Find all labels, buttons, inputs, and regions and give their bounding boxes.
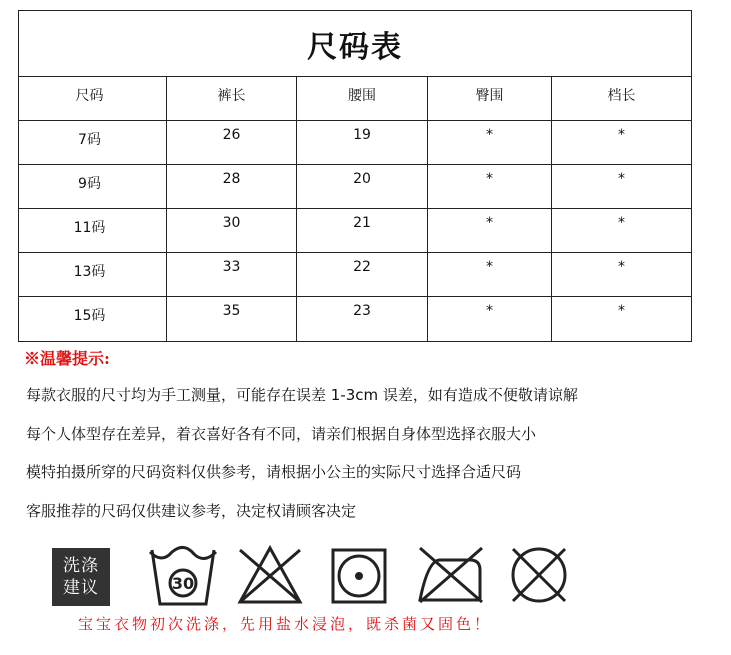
header-cell: 尺码: [19, 77, 167, 120]
table-cell: 30: [167, 209, 297, 252]
tip-line: 每款衣服的尺寸均为手工测量，可能存在误差 1-3cm 误差，如有造成不便敬请谅解: [26, 386, 578, 404]
no-bleach-icon: [240, 548, 300, 602]
table-cell: 7码: [19, 121, 167, 164]
no-dry-clean-icon: [513, 549, 565, 601]
wash-label-line: 建议: [63, 578, 99, 598]
table-cell: 22: [297, 253, 428, 296]
table-cell: *: [618, 215, 625, 231]
table-cell: *: [618, 171, 625, 187]
table-cell: 26: [167, 121, 297, 164]
table-cell: *: [428, 297, 552, 342]
table-cell: *: [618, 259, 625, 275]
table-cell: *: [428, 209, 552, 252]
table-grid: [19, 77, 691, 342]
table-cell: *: [428, 121, 552, 164]
wash-temperature: 30: [171, 574, 195, 593]
table-cell: *: [618, 303, 625, 319]
table-cell: 13码: [19, 253, 167, 296]
table-row: [19, 165, 691, 209]
table-cell: *: [428, 165, 552, 208]
table-row: [19, 209, 691, 253]
table-cell: *: [428, 253, 552, 296]
care-icons-row: [0, 538, 731, 610]
size-table: [18, 10, 692, 342]
no-iron-icon: [420, 548, 482, 602]
table-row: [19, 297, 691, 342]
header-cell: 腰围: [297, 77, 428, 120]
header-cell: 档长: [607, 88, 636, 104]
table-cell: 33: [167, 253, 297, 296]
header-cell: 裤长: [167, 77, 297, 120]
header-cell: 臀围: [428, 77, 552, 120]
dry-dot: [355, 572, 363, 580]
table-cell: 9码: [19, 165, 167, 208]
tip-line: 模特拍摄所穿的尺码资料仅供参考，请根据小公主的实际尺寸选择合适尺码: [26, 463, 522, 481]
tip-line: 每个人体型存在差异，着衣喜好各有不同，请亲们根据自身体型选择衣服大小: [26, 425, 537, 443]
table-cell: 21: [297, 209, 428, 252]
table-cell: *: [618, 127, 625, 143]
tip-line: 客服推荐的尺码仅供建议参考，决定权请顾客决定: [26, 502, 357, 520]
table-cell: 35: [167, 297, 297, 342]
table-cell: 28: [167, 165, 297, 208]
wash-label-line: 洗涤: [63, 556, 99, 576]
table-cell: 23: [297, 297, 428, 342]
table-cell: 15码: [19, 297, 167, 342]
table-cell: 11码: [19, 209, 167, 252]
table-header-row: [19, 77, 691, 121]
table-row: [19, 121, 691, 165]
tips-title: ※温馨提示:: [24, 349, 110, 368]
care-note: 宝宝衣物初次洗涤，先用盐水浸泡，既杀菌又固色！: [78, 615, 493, 633]
table-cell: 20: [297, 165, 428, 208]
table-title: 尺码表: [19, 11, 691, 77]
table-row: [19, 253, 691, 297]
table-cell: 19: [297, 121, 428, 164]
